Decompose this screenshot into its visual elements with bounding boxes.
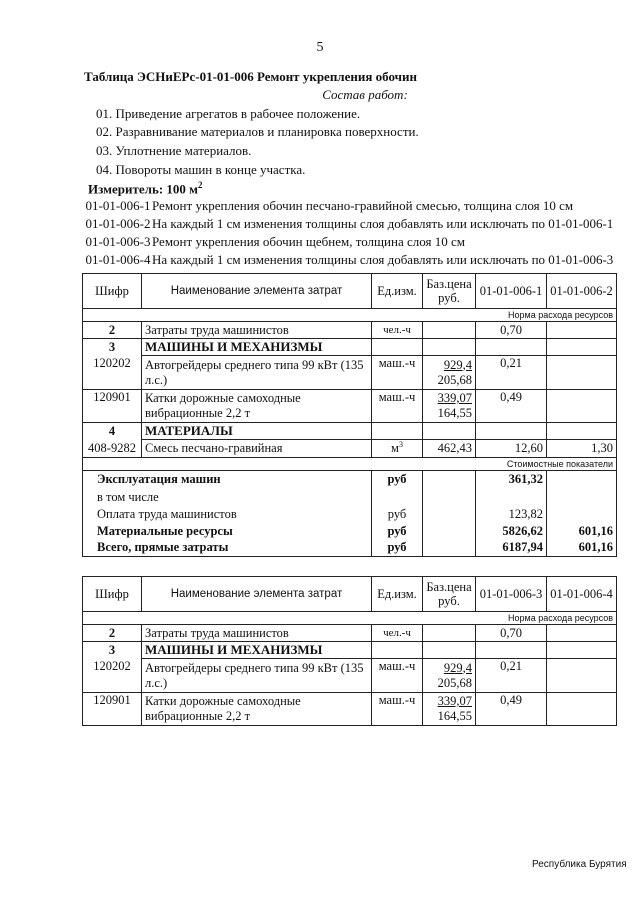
header-cipher: Шифр bbox=[83, 577, 142, 612]
cell-unit: руб bbox=[372, 523, 423, 540]
resource-table-1 bbox=[82, 273, 617, 557]
cell-name: Автогрейдеры среднего типа 99 кВт (135 л.с.) bbox=[142, 659, 372, 693]
cell-cipher: 408-9282 bbox=[83, 440, 142, 458]
table-header bbox=[83, 274, 617, 309]
table-row bbox=[83, 423, 617, 440]
cell-price: 929,4 205,68 bbox=[423, 356, 476, 390]
cell-v1: 0,49 bbox=[476, 390, 547, 423]
cell-price: 339,07 164,55 bbox=[423, 390, 476, 423]
cell-unit: маш.-ч bbox=[372, 390, 423, 423]
code-line bbox=[84, 198, 573, 214]
code-id: 01-01-006-3 bbox=[85, 234, 151, 249]
header-col1: 01-01-006-1 bbox=[476, 274, 547, 309]
cell-unit: руб bbox=[372, 506, 423, 523]
table-row bbox=[83, 322, 617, 339]
cell-name: Материальные ресурсы bbox=[83, 523, 372, 540]
cell-name: Автогрейдеры среднего типа 99 кВт (135 л.с.) bbox=[142, 356, 372, 390]
resource-table-2 bbox=[82, 576, 617, 726]
cell-cipher: 120901 bbox=[83, 390, 142, 423]
header-name: Наименование элемента затрат bbox=[142, 577, 372, 612]
code-text: На каждый 1 см изменения толщины слоя добавлять или исключать по 01-01-006-3 bbox=[152, 252, 614, 267]
cell-name: Катки дорожные самоходные вибрационные 2,2 т bbox=[142, 390, 372, 423]
norm-label: Норма расхода ресурсов bbox=[83, 612, 617, 625]
cell-name: МАШИНЫ И МЕХАНИЗМЫ bbox=[142, 339, 372, 356]
header-name: Наименование элемента затрат bbox=[142, 274, 372, 309]
cell-cipher: 3 bbox=[83, 339, 142, 356]
cell-unit: руб bbox=[372, 540, 423, 557]
header-col2: 01-01-006-2 bbox=[547, 274, 617, 309]
header-price: Баз.цена руб. bbox=[423, 577, 476, 612]
table-row bbox=[83, 489, 617, 506]
work-composition-heading: Состав работ: bbox=[322, 87, 408, 102]
cell-cipher: 2 bbox=[83, 625, 142, 642]
table-row bbox=[83, 693, 617, 726]
work-item: 03. Уплотнение материалов. bbox=[96, 143, 252, 158]
cell-v2: 1,30 bbox=[547, 440, 617, 458]
cell-v1: 6187,94 bbox=[476, 540, 547, 557]
cell-name: Оплата труда машинистов bbox=[83, 506, 372, 523]
work-item: 02. Разравнивание материалов и планировка поверхности. bbox=[96, 124, 419, 139]
cell-unit: чел.-ч bbox=[372, 322, 423, 339]
header-col1: 01-01-006-3 bbox=[476, 577, 547, 612]
code-text: Ремонт укрепления обочин песчано-гравийной смесью, толщина слоя 10 см bbox=[152, 198, 574, 213]
cell-cipher: 120901 bbox=[83, 693, 142, 726]
cell-unit: $м^3$ bbox=[372, 440, 423, 458]
cell-name: МАТЕРИАЛЫ bbox=[142, 423, 372, 440]
table-row bbox=[83, 356, 617, 390]
table-header bbox=[83, 577, 617, 612]
cell-v1: 0,21 bbox=[476, 356, 547, 390]
table-row bbox=[83, 506, 617, 523]
cell-v1: 5826,62 bbox=[476, 523, 547, 540]
cell-name: Смесь песчано-гравийная bbox=[142, 440, 372, 458]
measure-unit: Измеритель: 100 $м^2$ bbox=[88, 180, 203, 197]
cell-unit: маш.-ч bbox=[372, 659, 423, 693]
cost-label: Стоимостные показатели bbox=[83, 458, 617, 471]
code-text: На каждый 1 см изменения толщины слоя добавлять или исключать по 01-01-006-1 bbox=[152, 216, 614, 231]
page-number: 5 bbox=[316, 40, 324, 55]
cell-unit: маш.-ч bbox=[372, 693, 423, 726]
code-line bbox=[84, 252, 613, 268]
cell-v2: 601,16 bbox=[547, 523, 617, 540]
cell-name: Катки дорожные самоходные вибрационные 2,2 т bbox=[142, 693, 372, 726]
header-price: Баз.цена руб. bbox=[423, 274, 476, 309]
header-unit: Ед.изм. bbox=[372, 577, 423, 612]
work-item: 04. Повороты машин в конце участка. bbox=[96, 162, 306, 177]
cell-cipher: 120202 bbox=[83, 659, 142, 693]
table-row bbox=[83, 659, 617, 693]
cell-unit: чел.-ч bbox=[372, 625, 423, 642]
code-id: 01-01-006-2 bbox=[85, 216, 151, 231]
cell-price: 339,07 164,55 bbox=[423, 693, 476, 726]
cell-v2: 601,16 bbox=[547, 540, 617, 557]
header-col2: 01-01-006-4 bbox=[547, 577, 617, 612]
table-row bbox=[83, 642, 617, 659]
header-cipher: Шифр bbox=[83, 274, 142, 309]
code-line bbox=[84, 234, 465, 250]
norm-label: Норма расхода ресурсов bbox=[83, 309, 617, 322]
cell-name: МАШИНЫ И МЕХАНИЗМЫ bbox=[142, 642, 372, 659]
cell-name: Всего, прямые затраты bbox=[83, 540, 372, 557]
code-id: 01-01-006-4 bbox=[85, 252, 151, 267]
table-row bbox=[83, 540, 617, 557]
table-title: Таблица ЭСНиЕРс-01-01-006 Ремонт укрепления обочин bbox=[84, 69, 417, 84]
header-unit: Ед.изм. bbox=[372, 274, 423, 309]
table-row bbox=[83, 523, 617, 540]
cell-name: Затраты труда машинистов bbox=[142, 625, 372, 642]
cell-v1: 0,70 bbox=[476, 322, 547, 339]
cell-cipher: 120202 bbox=[83, 356, 142, 390]
cell-name: в том числе bbox=[83, 489, 372, 506]
footer-region: Республика Бурятия bbox=[532, 859, 627, 870]
cell-v1: 361,32 bbox=[476, 471, 547, 489]
cell-v1: 0,21 bbox=[476, 659, 547, 693]
cell-name: Затраты труда машинистов bbox=[142, 322, 372, 339]
table-row bbox=[83, 440, 617, 458]
cell-cipher: 4 bbox=[83, 423, 142, 440]
cell-unit: маш.-ч bbox=[372, 356, 423, 390]
cell-cipher: 3 bbox=[83, 642, 142, 659]
cell-v1: 12,60 bbox=[476, 440, 547, 458]
cell-cipher: 2 bbox=[83, 322, 142, 339]
table-row bbox=[83, 390, 617, 423]
table-row bbox=[83, 339, 617, 356]
cell-v1: 123,82 bbox=[476, 506, 547, 523]
code-text: Ремонт укрепления обочин щебнем, толщина слоя 10 см bbox=[152, 234, 465, 249]
cell-v1: 0,70 bbox=[476, 625, 547, 642]
cell-price: 462,43 bbox=[423, 440, 476, 458]
cell-v1: 0,49 bbox=[476, 693, 547, 726]
work-item: 01. Приведение агрегатов в рабочее положение. bbox=[96, 106, 361, 121]
table-row bbox=[83, 471, 617, 489]
code-line bbox=[84, 216, 613, 232]
table-row bbox=[83, 625, 617, 642]
cell-unit: руб bbox=[372, 471, 423, 489]
code-id: 01-01-006-1 bbox=[85, 198, 151, 213]
cell-name: Эксплуатация машин bbox=[83, 471, 372, 489]
cell-price: 929,4 205,68 bbox=[423, 659, 476, 693]
